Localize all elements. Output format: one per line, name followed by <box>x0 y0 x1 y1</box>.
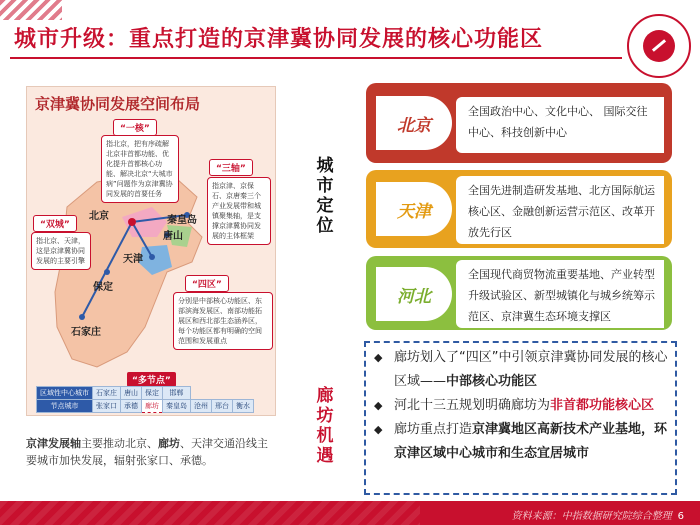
tag-sanzhou: “三轴” <box>209 159 253 176</box>
beijing-dot <box>128 218 136 226</box>
map-title: 京津冀协同发展空间布局 <box>35 95 201 113</box>
card-tianjin-name: 天津 <box>376 182 452 236</box>
academy-logo <box>627 14 691 78</box>
top-stripes-decoration <box>0 0 62 20</box>
tag-siqu: “四区” <box>185 275 229 292</box>
section-heading-opportunity: 廊坊机遇 <box>316 386 334 466</box>
table-cell: 邯郸 <box>163 387 191 400</box>
callout-shuangcheng: 指北京、天津，这是京津冀协同发展的主要引擎 <box>31 232 91 270</box>
card-hebei-name: 河北 <box>376 267 452 321</box>
map-panel <box>26 86 276 416</box>
card-beijing-desc: 全国政治中心、文化中心、 国际交往中心、科技创新中心 <box>456 97 664 153</box>
tag-duojiedian: “多节点” <box>127 372 176 387</box>
table-cell: 承德 <box>121 400 142 413</box>
table-row <box>37 387 254 400</box>
bullet-item <box>374 346 669 394</box>
table-cell-langfang: 廊坊 <box>142 400 163 413</box>
city-node-table <box>36 386 254 413</box>
table-cell: 邢台 <box>212 400 233 413</box>
page-title: 城市升级：重点打造的京津冀协同发展的核心功能区 <box>14 27 544 52</box>
card-beijing-name: 北京 <box>376 96 452 150</box>
card-beijing <box>366 83 672 163</box>
table-cell: 唐山 <box>121 387 142 400</box>
callout-yihe: 指北京，把有序疏解北京非首都功能、优化提升首都核心功能、解决北京“大城市病”问题作为京津冀协同发展的首要任务 <box>101 135 179 203</box>
table-cell: 区域性中心城市 <box>37 387 93 400</box>
bullet-item <box>374 418 669 466</box>
card-tianjin-desc: 全国先进制造研发基地、北方国际航运核心区、金融创新运营示范区、改革开放先行区 <box>456 176 664 244</box>
logo-emblem-icon <box>643 30 675 62</box>
bullet-text: 河北十三五规划明确廊坊为 <box>394 398 551 413</box>
table-cell: 衡水 <box>233 400 254 413</box>
tag-shuangcheng: “双城” <box>33 215 77 232</box>
caption-text1: 主要推动北京、 <box>81 437 158 450</box>
card-hebei-desc: 全国现代商贸物流重要基地、产业转型升级试验区、新型城镇化与城乡统筹示范区、京津冀生态环境支撑区 <box>456 260 664 328</box>
map-label-baoding: 保定 <box>93 282 113 293</box>
caption-bold: 京津发展轴 <box>26 437 81 450</box>
table-row <box>37 400 254 413</box>
table-cell: 节点城市 <box>37 400 93 413</box>
map-label-tianjin: 天津 <box>123 254 143 265</box>
baoding-dot <box>104 269 110 275</box>
map-label-tangshan: 唐山 <box>163 231 183 242</box>
callout-siqu: 分别是中部核心功能区、东部滨海发展区、南部功能拓展区和西北部生态涵养区，每个功能区都有明确的空间范围和发展重点 <box>173 292 273 350</box>
caption-bold2: 廊坊 <box>158 437 180 450</box>
callout-sanzhou: 指京津、京保石、京唐秦三个产业发展带和城镇聚集轴，是支撑京津冀协同发展的主体框架 <box>207 177 271 245</box>
langfang-opportunities-box <box>364 341 677 495</box>
title-underline <box>10 57 622 59</box>
table-cell: 保定 <box>142 387 163 400</box>
card-hebei <box>366 256 672 330</box>
tag-yihe: “一核” <box>113 119 157 136</box>
bullet-bold: 京津冀地区高新技术产业基地，环京津区域中心城市和生态宜居城市 <box>394 422 668 461</box>
table-cell: 秦皇岛 <box>163 400 191 413</box>
map-caption <box>26 435 276 469</box>
card-tianjin <box>366 170 672 248</box>
bullet-text: 廊坊重点打造 <box>394 422 473 437</box>
table-cell: 张家口 <box>93 400 121 413</box>
source-text: 资料来源：中指数据研究院综合整理 <box>511 511 672 522</box>
footer-bar <box>0 501 700 525</box>
map-label-qinhuangdao: 秦皇岛 <box>167 215 197 226</box>
section-heading-positioning: 城市定位 <box>316 156 334 236</box>
source-note <box>512 507 684 522</box>
footer-stripes-decoration <box>0 501 420 525</box>
tianjin-dot <box>149 254 155 260</box>
shijiazhuang-dot <box>79 314 85 320</box>
map-label-shijiazhuang: 石家庄 <box>71 327 101 338</box>
caption-text2: 、天津交通沿线主要城市加快发展，辐射张家口、承德。 <box>26 437 268 467</box>
bullet-item <box>374 394 669 418</box>
bullet-bold: 非首都功能核心区 <box>550 398 655 413</box>
map-label-beijing: 北京 <box>89 211 109 222</box>
bullet-text: 廊坊划入了“四区”中引领京津冀协同发展的核心区域—— <box>394 350 668 389</box>
table-cell: 石家庄 <box>93 387 121 400</box>
table-cell: 沧州 <box>191 400 212 413</box>
page-number: 6 <box>677 511 684 522</box>
bullet-bold: 中部核心功能区 <box>446 374 538 389</box>
